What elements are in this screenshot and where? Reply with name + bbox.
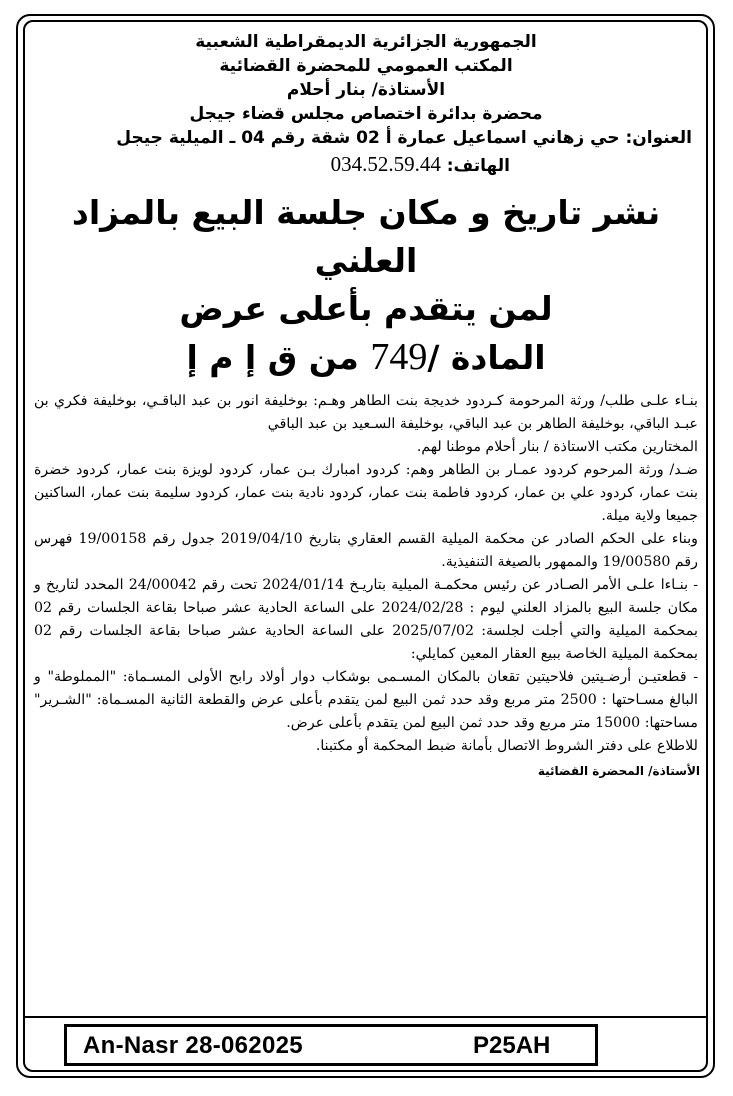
header-bailiff-name: الأستاذة/ بنار أحلام <box>286 80 446 100</box>
phone-label: الهاتف: <box>446 156 510 176</box>
publication-ref: P25AH <box>473 1032 551 1059</box>
header-office: المكتب العمومي للمحضرة القضائية <box>219 56 513 76</box>
article-prefix: المادة / <box>427 338 546 377</box>
notice-subtitle: لمن يتقدم بأعلى عرض <box>179 289 553 328</box>
body-paragraph-requesters: بنـاء علـى طلب/ ورثة المرحومة كـردود خديجة بنت الطاهر وهـم: بوخليفة انور بن عبد الباقـي، بوخليفة فكري بن عبـد الباقي، بوخليفة الطاهر بن عبد الباقي، بوخليفة السـعيد بن عبد الباقي <box>34 393 698 432</box>
body-paragraph-domicile: المختارين مكتب الاستاذة / بنار أحلام موطنا لهم. <box>416 439 698 455</box>
header-country: الجمهورية الجزائرية الديمقراطية الشعبية <box>195 32 537 52</box>
address-value: حي زهاني اسماعيل عمارة أ 02 شقة رقم 04 ـ الميلية جيجل <box>116 128 620 148</box>
notice-article <box>32 333 700 382</box>
header-phone <box>32 151 700 179</box>
signature: الأستاذة/ المحضرة القضائية <box>537 764 700 778</box>
notice-title: نشر تاريخ و مكان جلسة البيع بالمزاد العلني <box>71 193 661 280</box>
notice-body <box>34 390 698 758</box>
footer-divider <box>23 1016 708 1018</box>
header-jurisdiction: محضرة بدائرة اختصاص مجلس قضاء جيجل <box>189 104 543 124</box>
publication-code: An-Nasr 28-062025 <box>83 1032 303 1059</box>
body-paragraph-judgment: وبناء على الحكم الصادر عن محكمة الميلية القسم العقاري بتاريخ 2019/04/10 جدول رقم 19/00158 فهرس رقم 19/00580 والممهور بالصيغة التنفيذية. <box>34 531 699 570</box>
header-address <box>32 126 700 151</box>
body-paragraph-property: - قطعتيـن أرضـيتين فلاحيتين تقعان بالمكان المسـمى بوشكاب دوار أولاد رابح الأولى المسـماة: "المملوطة" و البالغ مسـاحتها : 2500 متر مربع وقد حدد ثمن البيع لمن يتقدم بأعلى عرض والقطعة الثانية المسـماة: "الشـرير" مساحتها: 15000 متر مربع وقد حدد ثمن البيع لمن يتقدم بأعلى عرض. <box>34 669 698 731</box>
address-label: العنوان: <box>625 128 692 148</box>
phone-value: 034.52.59.44 <box>330 152 441 176</box>
article-suffix: من ق إ م إ <box>186 338 359 377</box>
body-paragraph-defendants: ضـد/ ورثة المرحوم كردود عمـار بن الطاهر وهم: كردود امبارك بـن عمار، كردود لويزة بنت عمار، كردود خضرة بنت عمار، كردود علي بن عمار، كردود فاطمة بنت عمار، كردود نادية بنت عمار، كردود سليمة بنت عمار، الساكنين جميعا ولاية ميلة. <box>34 462 698 524</box>
notice-content <box>32 30 700 1015</box>
body-paragraph-order: - بنـاءا علـى الأمر الصـادر عن رئيس محكمـة الميلية بتاريـخ 2024/01/14 تحت رقم 24/00042 المحدد لتاريخ و مكان جلسة البيع بالمزاد العلني ليوم : 2024/02/28 على الساعة الحادية عشر صباحا بقاعة الجلسات رقم 02 بمحكمة الميلية والتي أجلت لجلسة: 2025/07/02 على الساعة الحادية عشر صباحا بقاعة الجلسات رقم 02 بمحكمة الميلية الخاصة ببيع العقار المعين كمايلي: <box>34 577 698 662</box>
article-number: 749 <box>370 336 428 378</box>
body-paragraph-contact: للاطلاع على دفتر الشروط الاتصال بأمانة ضبط المحكمة أو مكتبنا. <box>315 738 698 754</box>
footer-reference-box <box>64 1024 598 1066</box>
